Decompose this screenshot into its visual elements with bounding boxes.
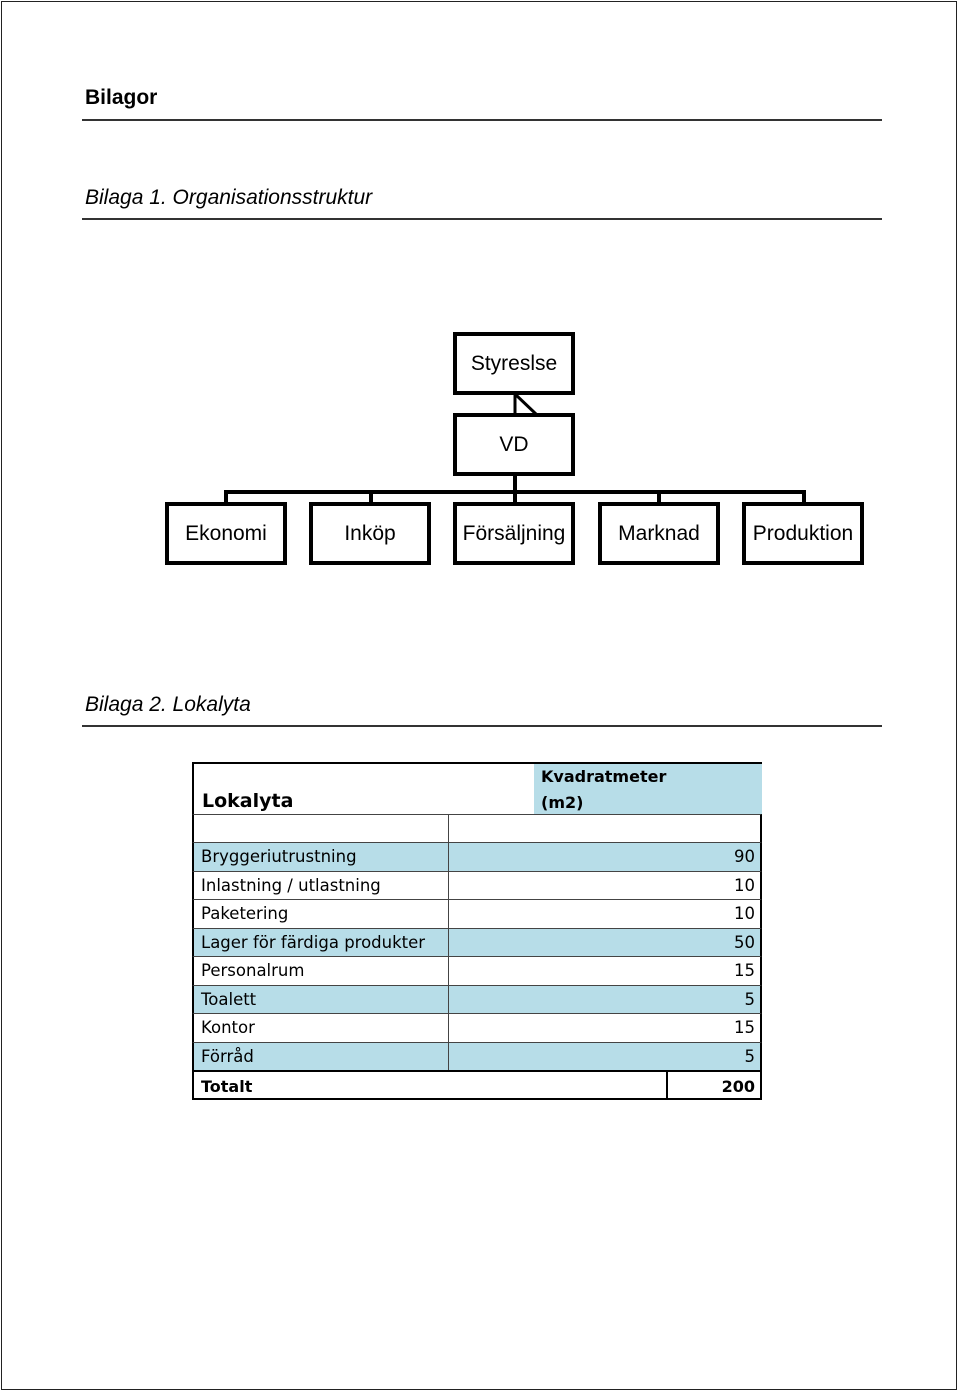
heading-rule [82, 119, 882, 121]
row-value: 10 [734, 875, 755, 895]
table-row [192, 842, 762, 871]
table-header-label: Lokalyta [202, 790, 294, 812]
row-label: Paketering [201, 904, 289, 923]
total-value: 200 [721, 1077, 755, 1096]
row-label: Toalett [201, 989, 257, 1009]
row-value: 10 [734, 904, 755, 923]
section-rule-org [82, 218, 882, 220]
row-label: Personalrum [201, 961, 305, 980]
org-connector-board-ceo [507, 393, 547, 415]
org-box-ceo: VD [453, 413, 575, 476]
area-table [192, 762, 762, 1100]
table-spacer-row [192, 814, 762, 842]
table-header-value-line1: Kvadratmeter [541, 767, 667, 786]
row-label: Förråd [201, 1046, 254, 1066]
table-body [192, 842, 762, 1070]
table-row [192, 871, 762, 900]
table-row [192, 899, 762, 928]
org-box-department: Marknad [598, 502, 720, 565]
org-box-board: Styreslse [453, 332, 575, 395]
total-label: Totalt [201, 1077, 253, 1096]
row-label: Bryggeriutrustning [201, 847, 357, 866]
table-row [192, 1042, 762, 1071]
document-page [1, 1, 957, 1390]
org-box-department: Försäljning [453, 502, 575, 565]
row-label: Kontor [201, 1018, 255, 1037]
row-value: 5 [744, 989, 755, 1009]
table-total-row [192, 1070, 762, 1100]
section-rule-area [82, 725, 882, 727]
row-value: 5 [744, 1046, 755, 1066]
table-header-value [534, 764, 762, 814]
org-box-department: Produktion [742, 502, 864, 565]
row-value: 15 [734, 1018, 755, 1037]
org-box-department: Ekonomi [165, 502, 287, 565]
row-label: Lager för färdiga produkter [201, 932, 426, 952]
row-label: Inlastning / utlastning [201, 875, 381, 895]
row-value: 90 [734, 847, 755, 866]
table-header-value-line2: (m2) [541, 793, 584, 812]
section-title-org: Bilaga 1. Organisationsstruktur [85, 186, 373, 209]
table-header [192, 762, 762, 814]
table-row [192, 956, 762, 985]
row-value: 50 [734, 932, 755, 952]
table-row [192, 1013, 762, 1042]
table-row [192, 928, 762, 957]
table-row [192, 985, 762, 1014]
org-box-department: Inköp [309, 502, 431, 565]
section-title-area: Bilaga 2. Lokalyta [85, 693, 251, 716]
page-heading: Bilagor [85, 86, 158, 109]
row-value: 15 [734, 961, 755, 980]
